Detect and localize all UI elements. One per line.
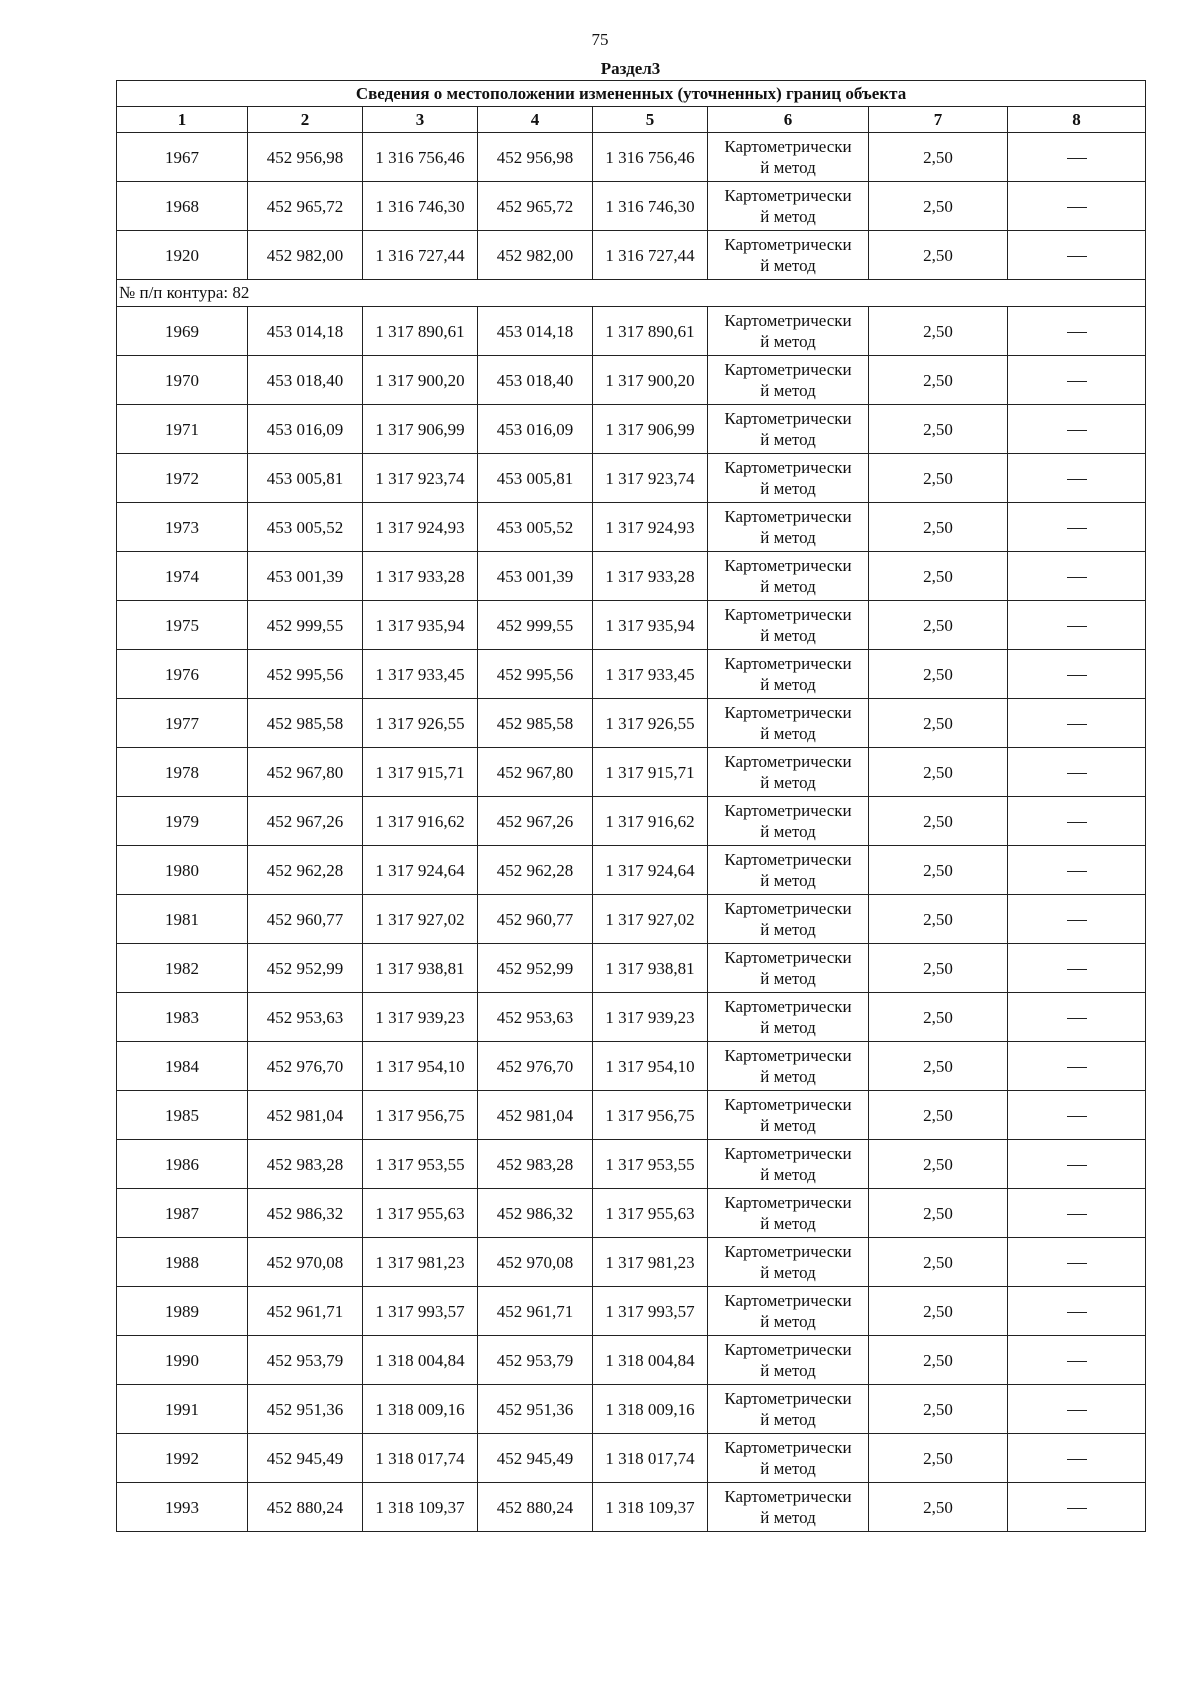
column-header: 7 (869, 107, 1008, 133)
x-coordinate-cell: 453 016,09 (478, 405, 593, 454)
point-number-cell: 1974 (117, 552, 248, 601)
accuracy-cell: 2,50 (869, 895, 1008, 944)
table-row (117, 182, 1146, 231)
point-number-cell: 1973 (117, 503, 248, 552)
table-row (117, 405, 1146, 454)
accuracy-cell: 2,50 (869, 503, 1008, 552)
accuracy-cell: 2,50 (869, 699, 1008, 748)
x-coordinate-cell: 452 999,55 (248, 601, 363, 650)
x-coordinate-cell: 452 956,98 (478, 133, 593, 182)
x-coordinate-cell: 452 985,58 (248, 699, 363, 748)
description-cell (1008, 699, 1146, 748)
table-row (117, 601, 1146, 650)
description-cell (1008, 797, 1146, 846)
dash-mark (1067, 479, 1087, 480)
point-number-cell: 1969 (117, 307, 248, 356)
point-number-cell: 1985 (117, 1091, 248, 1140)
y-coordinate-cell: 1 317 915,71 (593, 748, 708, 797)
accuracy-cell: 2,50 (869, 1189, 1008, 1238)
y-coordinate-cell: 1 317 993,57 (363, 1287, 478, 1336)
dash-mark (1067, 256, 1087, 257)
x-coordinate-cell: 453 014,18 (478, 307, 593, 356)
y-coordinate-cell: 1 318 009,16 (593, 1385, 708, 1434)
x-coordinate-cell: 452 976,70 (478, 1042, 593, 1091)
y-coordinate-cell: 1 317 981,23 (593, 1238, 708, 1287)
method-cell: Картометрически й метод (708, 405, 869, 454)
method-cell: Картометрически й метод (708, 182, 869, 231)
dash-mark (1067, 430, 1087, 431)
dash-mark (1067, 1067, 1087, 1068)
y-coordinate-cell: 1 317 916,62 (593, 797, 708, 846)
method-cell: Картометрически й метод (708, 1140, 869, 1189)
point-number-cell: 1980 (117, 846, 248, 895)
method-cell: Картометрически й метод (708, 944, 869, 993)
accuracy-cell: 2,50 (869, 182, 1008, 231)
accuracy-cell: 2,50 (869, 1385, 1008, 1434)
y-coordinate-cell: 1 317 924,93 (593, 503, 708, 552)
table-row (117, 552, 1146, 601)
x-coordinate-cell: 452 981,04 (478, 1091, 593, 1140)
y-coordinate-cell: 1 317 939,23 (593, 993, 708, 1042)
column-number-header-row (117, 107, 1146, 133)
point-number-cell: 1972 (117, 454, 248, 503)
column-header: 5 (593, 107, 708, 133)
dash-mark (1067, 207, 1087, 208)
x-coordinate-cell: 452 982,00 (478, 231, 593, 280)
method-cell: Картометрически й метод (708, 1385, 869, 1434)
accuracy-cell: 2,50 (869, 1042, 1008, 1091)
description-cell (1008, 1140, 1146, 1189)
column-header: 4 (478, 107, 593, 133)
point-number-cell: 1987 (117, 1189, 248, 1238)
x-coordinate-cell: 452 961,71 (248, 1287, 363, 1336)
description-cell (1008, 454, 1146, 503)
y-coordinate-cell: 1 318 109,37 (363, 1483, 478, 1532)
accuracy-cell: 2,50 (869, 1091, 1008, 1140)
point-number-cell: 1991 (117, 1385, 248, 1434)
table-row (117, 1483, 1146, 1532)
table-caption: Сведения о местоположении измененных (уточненных) границ объекта (117, 81, 1146, 107)
method-cell: Картометрически й метод (708, 1238, 869, 1287)
accuracy-cell: 2,50 (869, 797, 1008, 846)
x-coordinate-cell: 452 970,08 (478, 1238, 593, 1287)
dash-mark (1067, 1018, 1087, 1019)
contour-label-row (117, 280, 1146, 307)
point-number-cell: 1920 (117, 231, 248, 280)
y-coordinate-cell: 1 317 953,55 (363, 1140, 478, 1189)
table-row (117, 356, 1146, 405)
point-number-cell: 1988 (117, 1238, 248, 1287)
x-coordinate-cell: 453 001,39 (248, 552, 363, 601)
table-row (117, 748, 1146, 797)
method-cell: Картометрически й метод (708, 993, 869, 1042)
y-coordinate-cell: 1 317 954,10 (593, 1042, 708, 1091)
accuracy-cell: 2,50 (869, 748, 1008, 797)
point-number-cell: 1967 (117, 133, 248, 182)
x-coordinate-cell: 452 967,80 (248, 748, 363, 797)
description-cell (1008, 846, 1146, 895)
x-coordinate-cell: 452 965,72 (478, 182, 593, 231)
table-row (117, 699, 1146, 748)
y-coordinate-cell: 1 317 939,23 (363, 993, 478, 1042)
description-cell (1008, 182, 1146, 231)
y-coordinate-cell: 1 316 746,30 (363, 182, 478, 231)
x-coordinate-cell: 452 953,63 (478, 993, 593, 1042)
y-coordinate-cell: 1 317 933,28 (363, 552, 478, 601)
x-coordinate-cell: 452 961,71 (478, 1287, 593, 1336)
x-coordinate-cell: 452 967,80 (478, 748, 593, 797)
description-cell (1008, 1091, 1146, 1140)
section-title: Раздел3 (600, 59, 661, 78)
table-row (117, 1042, 1146, 1091)
table-row (117, 1189, 1146, 1238)
y-coordinate-cell: 1 317 953,55 (593, 1140, 708, 1189)
dash-mark (1067, 920, 1087, 921)
dash-mark (1067, 1361, 1087, 1362)
point-number-cell: 1976 (117, 650, 248, 699)
x-coordinate-cell: 452 983,28 (478, 1140, 593, 1189)
dash-mark (1067, 577, 1087, 578)
y-coordinate-cell: 1 317 926,55 (593, 699, 708, 748)
method-cell: Картометрически й метод (708, 1091, 869, 1140)
point-number-cell: 1979 (117, 797, 248, 846)
y-coordinate-cell: 1 317 935,94 (363, 601, 478, 650)
accuracy-cell: 2,50 (869, 944, 1008, 993)
dash-mark (1067, 724, 1087, 725)
y-coordinate-cell: 1 317 900,20 (593, 356, 708, 405)
accuracy-cell: 2,50 (869, 356, 1008, 405)
y-coordinate-cell: 1 317 933,45 (593, 650, 708, 699)
description-cell (1008, 133, 1146, 182)
y-coordinate-cell: 1 318 004,84 (363, 1336, 478, 1385)
y-coordinate-cell: 1 317 993,57 (593, 1287, 708, 1336)
dash-mark (1067, 1263, 1087, 1264)
dash-mark (1067, 1116, 1087, 1117)
description-cell (1008, 1336, 1146, 1385)
description-cell (1008, 993, 1146, 1042)
description-cell (1008, 307, 1146, 356)
table-row (117, 1238, 1146, 1287)
x-coordinate-cell: 452 952,99 (248, 944, 363, 993)
method-cell: Картометрически й метод (708, 503, 869, 552)
x-coordinate-cell: 453 005,81 (248, 454, 363, 503)
y-coordinate-cell: 1 317 955,63 (593, 1189, 708, 1238)
method-cell: Картометрически й метод (708, 1189, 869, 1238)
description-cell (1008, 1434, 1146, 1483)
dash-mark (1067, 1508, 1087, 1509)
y-coordinate-cell: 1 317 916,62 (363, 797, 478, 846)
description-cell (1008, 1042, 1146, 1091)
description-cell (1008, 552, 1146, 601)
x-coordinate-cell: 452 960,77 (248, 895, 363, 944)
x-coordinate-cell: 452 995,56 (248, 650, 363, 699)
dash-mark (1067, 1312, 1087, 1313)
table-row (117, 1287, 1146, 1336)
table-caption-row (117, 81, 1146, 107)
accuracy-cell: 2,50 (869, 231, 1008, 280)
column-header: 3 (363, 107, 478, 133)
accuracy-cell: 2,50 (869, 1238, 1008, 1287)
y-coordinate-cell: 1 317 890,61 (593, 307, 708, 356)
y-coordinate-cell: 1 317 927,02 (363, 895, 478, 944)
table-row (117, 454, 1146, 503)
table-row (117, 1434, 1146, 1483)
point-number-cell: 1970 (117, 356, 248, 405)
y-coordinate-cell: 1 317 933,45 (363, 650, 478, 699)
method-cell: Картометрически й метод (708, 1434, 869, 1483)
x-coordinate-cell: 452 985,58 (478, 699, 593, 748)
table-row (117, 503, 1146, 552)
x-coordinate-cell: 452 999,55 (478, 601, 593, 650)
x-coordinate-cell: 452 995,56 (478, 650, 593, 699)
method-cell: Картометрически й метод (708, 1483, 869, 1532)
point-number-cell: 1981 (117, 895, 248, 944)
method-cell: Картометрически й метод (708, 846, 869, 895)
x-coordinate-cell: 452 951,36 (248, 1385, 363, 1434)
accuracy-cell: 2,50 (869, 405, 1008, 454)
y-coordinate-cell: 1 317 954,10 (363, 1042, 478, 1091)
x-coordinate-cell: 452 962,28 (478, 846, 593, 895)
point-number-cell: 1992 (117, 1434, 248, 1483)
point-number-cell: 1977 (117, 699, 248, 748)
y-coordinate-cell: 1 317 924,93 (363, 503, 478, 552)
accuracy-cell: 2,50 (869, 1336, 1008, 1385)
method-cell: Картометрически й метод (708, 797, 869, 846)
accuracy-cell: 2,50 (869, 1140, 1008, 1189)
y-coordinate-cell: 1 317 924,64 (363, 846, 478, 895)
x-coordinate-cell: 453 014,18 (248, 307, 363, 356)
y-coordinate-cell: 1 317 906,99 (593, 405, 708, 454)
dash-mark (1067, 528, 1087, 529)
description-cell (1008, 650, 1146, 699)
x-coordinate-cell: 452 953,79 (478, 1336, 593, 1385)
point-number-cell: 1975 (117, 601, 248, 650)
method-cell: Картометрически й метод (708, 307, 869, 356)
page-number: 75 (591, 30, 609, 49)
y-coordinate-cell: 1 316 756,46 (363, 133, 478, 182)
y-coordinate-cell: 1 317 956,75 (593, 1091, 708, 1140)
table-row (117, 231, 1146, 280)
point-number-cell: 1984 (117, 1042, 248, 1091)
x-coordinate-cell: 453 016,09 (248, 405, 363, 454)
x-coordinate-cell: 453 005,81 (478, 454, 593, 503)
dash-mark (1067, 381, 1087, 382)
method-cell: Картометрически й метод (708, 133, 869, 182)
accuracy-cell: 2,50 (869, 993, 1008, 1042)
column-header: 8 (1008, 107, 1146, 133)
accuracy-cell: 2,50 (869, 133, 1008, 182)
y-coordinate-cell: 1 317 927,02 (593, 895, 708, 944)
y-coordinate-cell: 1 317 938,81 (593, 944, 708, 993)
point-number-cell: 1968 (117, 182, 248, 231)
accuracy-cell: 2,50 (869, 846, 1008, 895)
dash-mark (1067, 332, 1087, 333)
y-coordinate-cell: 1 317 956,75 (363, 1091, 478, 1140)
table-row (117, 895, 1146, 944)
y-coordinate-cell: 1 317 924,64 (593, 846, 708, 895)
y-coordinate-cell: 1 316 746,30 (593, 182, 708, 231)
contour-label: № п/п контура: 82 (117, 280, 1146, 307)
accuracy-cell: 2,50 (869, 1434, 1008, 1483)
method-cell: Картометрически й метод (708, 699, 869, 748)
point-number-cell: 1989 (117, 1287, 248, 1336)
description-cell (1008, 1385, 1146, 1434)
table-row (117, 133, 1146, 182)
description-cell (1008, 405, 1146, 454)
table-row (117, 650, 1146, 699)
dash-mark (1067, 626, 1087, 627)
y-coordinate-cell: 1 317 906,99 (363, 405, 478, 454)
x-coordinate-cell: 452 880,24 (248, 1483, 363, 1532)
table-row (117, 1140, 1146, 1189)
accuracy-cell: 2,50 (869, 454, 1008, 503)
description-cell (1008, 601, 1146, 650)
method-cell: Картометрически й метод (708, 552, 869, 601)
x-coordinate-cell: 452 986,32 (248, 1189, 363, 1238)
y-coordinate-cell: 1 317 923,74 (363, 454, 478, 503)
x-coordinate-cell: 452 967,26 (478, 797, 593, 846)
accuracy-cell: 2,50 (869, 1483, 1008, 1532)
y-coordinate-cell: 1 318 109,37 (593, 1483, 708, 1532)
accuracy-cell: 2,50 (869, 601, 1008, 650)
x-coordinate-cell: 452 951,36 (478, 1385, 593, 1434)
description-cell (1008, 503, 1146, 552)
table-row (117, 1336, 1146, 1385)
y-coordinate-cell: 1 317 923,74 (593, 454, 708, 503)
dash-mark (1067, 158, 1087, 159)
boundary-table-container (116, 58, 1145, 1532)
x-coordinate-cell: 452 962,28 (248, 846, 363, 895)
point-number-cell: 1978 (117, 748, 248, 797)
dash-mark (1067, 1214, 1087, 1215)
y-coordinate-cell: 1 317 915,71 (363, 748, 478, 797)
x-coordinate-cell: 453 018,40 (248, 356, 363, 405)
column-header: 1 (117, 107, 248, 133)
y-coordinate-cell: 1 318 017,74 (593, 1434, 708, 1483)
table-row (117, 1091, 1146, 1140)
point-number-cell: 1986 (117, 1140, 248, 1189)
y-coordinate-cell: 1 317 935,94 (593, 601, 708, 650)
description-cell (1008, 1238, 1146, 1287)
y-coordinate-cell: 1 317 890,61 (363, 307, 478, 356)
method-cell: Картометрически й метод (708, 231, 869, 280)
x-coordinate-cell: 452 970,08 (248, 1238, 363, 1287)
column-header: 2 (248, 107, 363, 133)
method-cell: Картометрически й метод (708, 1336, 869, 1385)
accuracy-cell: 2,50 (869, 1287, 1008, 1336)
point-number-cell: 1993 (117, 1483, 248, 1532)
x-coordinate-cell: 452 983,28 (248, 1140, 363, 1189)
description-cell (1008, 748, 1146, 797)
point-number-cell: 1982 (117, 944, 248, 993)
description-cell (1008, 1189, 1146, 1238)
x-coordinate-cell: 452 880,24 (478, 1483, 593, 1532)
table-row (117, 307, 1146, 356)
x-coordinate-cell: 452 945,49 (478, 1434, 593, 1483)
description-cell (1008, 231, 1146, 280)
y-coordinate-cell: 1 317 933,28 (593, 552, 708, 601)
dash-mark (1067, 773, 1087, 774)
method-cell: Картометрически й метод (708, 650, 869, 699)
y-coordinate-cell: 1 318 009,16 (363, 1385, 478, 1434)
method-cell: Картометрически й метод (708, 454, 869, 503)
y-coordinate-cell: 1 317 981,23 (363, 1238, 478, 1287)
x-coordinate-cell: 452 976,70 (248, 1042, 363, 1091)
y-coordinate-cell: 1 318 004,84 (593, 1336, 708, 1385)
point-number-cell: 1971 (117, 405, 248, 454)
y-coordinate-cell: 1 317 938,81 (363, 944, 478, 993)
accuracy-cell: 2,50 (869, 650, 1008, 699)
table-row (117, 993, 1146, 1042)
method-cell: Картометрически й метод (708, 356, 869, 405)
x-coordinate-cell: 453 018,40 (478, 356, 593, 405)
description-cell (1008, 356, 1146, 405)
point-number-cell: 1990 (117, 1336, 248, 1385)
y-coordinate-cell: 1 316 756,46 (593, 133, 708, 182)
y-coordinate-cell: 1 318 017,74 (363, 1434, 478, 1483)
x-coordinate-cell: 452 960,77 (478, 895, 593, 944)
description-cell (1008, 1287, 1146, 1336)
x-coordinate-cell: 452 986,32 (478, 1189, 593, 1238)
description-cell (1008, 895, 1146, 944)
x-coordinate-cell: 452 982,00 (248, 231, 363, 280)
accuracy-cell: 2,50 (869, 307, 1008, 356)
x-coordinate-cell: 453 001,39 (478, 552, 593, 601)
x-coordinate-cell: 452 965,72 (248, 182, 363, 231)
dash-mark (1067, 1410, 1087, 1411)
x-coordinate-cell: 453 005,52 (248, 503, 363, 552)
x-coordinate-cell: 452 945,49 (248, 1434, 363, 1483)
x-coordinate-cell: 452 967,26 (248, 797, 363, 846)
y-coordinate-cell: 1 316 727,44 (593, 231, 708, 280)
y-coordinate-cell: 1 317 955,63 (363, 1189, 478, 1238)
y-coordinate-cell: 1 317 900,20 (363, 356, 478, 405)
boundary-coordinates-table (116, 80, 1146, 1532)
method-cell: Картометрически й метод (708, 601, 869, 650)
method-cell: Картометрически й метод (708, 748, 869, 797)
column-header: 6 (708, 107, 869, 133)
x-coordinate-cell: 452 956,98 (248, 133, 363, 182)
x-coordinate-cell: 453 005,52 (478, 503, 593, 552)
dash-mark (1067, 1459, 1087, 1460)
y-coordinate-cell: 1 316 727,44 (363, 231, 478, 280)
accuracy-cell: 2,50 (869, 552, 1008, 601)
table-row (117, 797, 1146, 846)
description-cell (1008, 1483, 1146, 1532)
table-row (117, 944, 1146, 993)
x-coordinate-cell: 452 953,63 (248, 993, 363, 1042)
dash-mark (1067, 969, 1087, 970)
description-cell (1008, 944, 1146, 993)
dash-mark (1067, 1165, 1087, 1166)
dash-mark (1067, 871, 1087, 872)
point-number-cell: 1983 (117, 993, 248, 1042)
dash-mark (1067, 675, 1087, 676)
method-cell: Картометрически й метод (708, 1287, 869, 1336)
x-coordinate-cell: 452 981,04 (248, 1091, 363, 1140)
y-coordinate-cell: 1 317 926,55 (363, 699, 478, 748)
dash-mark (1067, 822, 1087, 823)
table-row (117, 1385, 1146, 1434)
method-cell: Картометрически й метод (708, 1042, 869, 1091)
method-cell: Картометрически й метод (708, 895, 869, 944)
x-coordinate-cell: 452 952,99 (478, 944, 593, 993)
table-row (117, 846, 1146, 895)
x-coordinate-cell: 452 953,79 (248, 1336, 363, 1385)
